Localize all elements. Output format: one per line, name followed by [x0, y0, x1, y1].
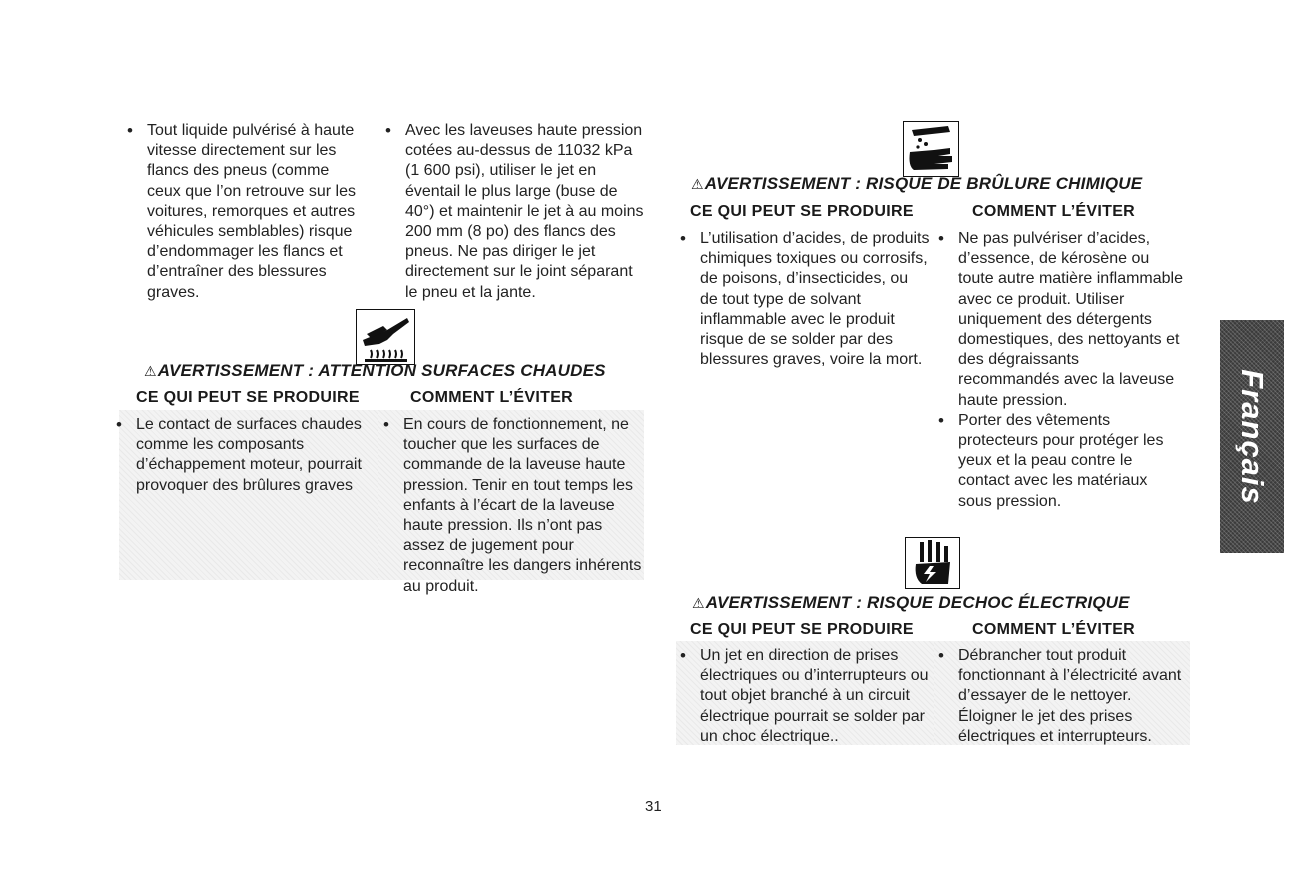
hot-surface-avoid-list	[383, 415, 643, 597]
chemical-risk-list	[680, 229, 930, 370]
list-item: • Tout liquide pulvérisé à haute vitesse directement sur les flancs des pneus (comme ceux que l’on retrouve sur les voitures, remorques et autres véhicules semblables) risque d’endommager les flancs et d’entraîner des blessures graves.	[127, 121, 367, 303]
chemical-avoid-list	[938, 229, 1183, 512]
shock-risk-list	[680, 646, 930, 747]
risk-column-header: CE QUI PEUT SE PRODUIRE	[690, 621, 914, 638]
shock-warning-title	[692, 593, 1130, 613]
risk-column-header: CE QUI PEUT SE PRODUIRE	[136, 389, 360, 406]
electric-shock-icon	[905, 537, 960, 589]
hot-surface-icon	[356, 309, 415, 365]
list-item: • Le contact de surfaces chaudes comme les composants d’échappement moteur, pourrait provoquer des brûlures graves	[116, 415, 366, 496]
list-item: • Porter des vêtements protecteurs pour protéger les yeux et la peau contre le contact avec les matériaux sous pression.	[938, 411, 1183, 512]
page-number: 31	[645, 798, 662, 815]
warning-topic: RISQUE DECHOC ÉLECTRIQUE	[867, 593, 1130, 612]
tire-warning-list-left	[127, 121, 367, 303]
chemical-burn-icon	[903, 121, 959, 177]
tire-warning-list-right	[385, 121, 645, 303]
warning-topic: ATTENTION SURFACES CHAUDES	[318, 361, 606, 380]
list-item: • Avec les laveuses haute pression cotées au-dessus de 11032 kPa (1 600 psi), utiliser le jet en éventail le plus large (buse de 40°) et maintenir le jet à au moins 200 mm (8 po) des flancs des pneus. Ne pas diriger le jet directement sur le joint séparant le pneu et la jante.	[385, 121, 645, 303]
hot-surface-risk-list	[116, 415, 366, 496]
warning-label: AVERTISSEMENT :	[157, 361, 319, 380]
hot-surface-warning-title	[144, 361, 606, 381]
avoid-column-header: COMMENT L’ÉVITER	[410, 389, 574, 406]
list-item: • Débrancher tout produit fonctionnant à l’électricité avant d’essayer de le nettoyer. Éloigner le jet des prises électriques et interrupteurs.	[938, 646, 1188, 747]
language-tab	[1220, 320, 1284, 553]
warning-label: AVERTISSEMENT :	[705, 593, 868, 612]
list-item: • L’utilisation d’acides, de produits chimiques toxiques ou corrosifs, de poisons, d’insecticides, ou de tout type de solvant inflammable avec le produit risque de se solder par des blessures graves, voire la mort.	[680, 229, 930, 370]
risk-column-header: CE QUI PEUT SE PRODUIRE	[690, 203, 914, 220]
language-tab-label: Français	[1235, 368, 1270, 505]
avoid-column-header: COMMENT L’ÉVITER	[972, 203, 1136, 220]
list-item: • En cours de fonctionnement, ne toucher que les surfaces de commande de la laveuse haute pression. Tenir en tout temps les enfants à l’écart de la laveuse haute pression. Ils n’ont pas assez de jugement pour reconnaître les dangers inhérents au produit.	[383, 415, 643, 597]
list-item: • Ne pas pulvériser d’acides, d’essence, de kérosène ou toute autre matière inflammable avec ce produit. Utiliser uniquement des détergents domestiques, des nettoyants et des dégraissants recommandés avec la laveuse haute pression.	[938, 229, 1183, 411]
chemical-warning-title	[691, 174, 1142, 194]
list-item: • Un jet en direction de prises électriques ou d’interrupteurs ou tout objet branché à un circuit électrique pourrait se solder par un choc électrique..	[680, 646, 930, 747]
avoid-column-header: COMMENT L’ÉVITER	[972, 621, 1136, 638]
shock-avoid-list	[938, 646, 1188, 747]
warning-triangle-icon: ⚠	[691, 176, 704, 192]
warning-triangle-icon: ⚠	[144, 363, 157, 379]
warning-label: AVERTISSEMENT :	[704, 174, 867, 193]
warning-triangle-icon: ⚠	[692, 595, 705, 611]
warning-topic: RISQUE DE BRÛLURE CHIMIQUE	[866, 174, 1143, 193]
